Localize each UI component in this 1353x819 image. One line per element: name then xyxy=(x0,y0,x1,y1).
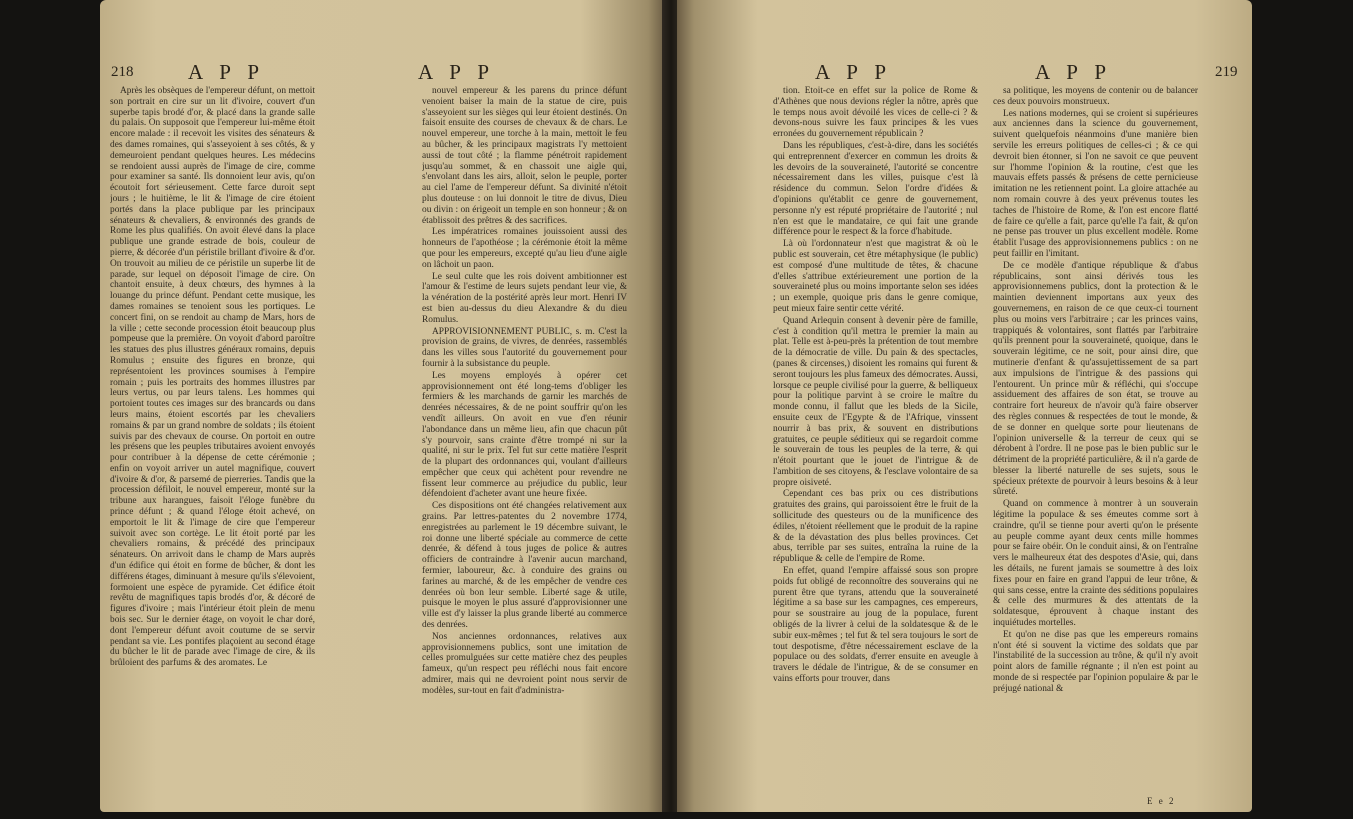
paragraph: nouvel empereur & les parens du prince défunt venoient baiser la main de la statue de cire, puis s'asseyoient sur les sièges qui leur étoient destinés. On faisoit ensuite des courses de chevaux & de chars. Le nouvel empereur, une torche à la main, mettoit le feu au bûcher, & les principaux magistrats l'y mettoient aussi de tout côté ; la flamme pénétroit rapidement jusqu'au sommet, & en chassoit une aigle qui, s'envolant dans les airs, alloit, selon le peuple, porter au ciel l'ame de l'empereur défunt. Sa divinité n'étoit plus douteuse : on lui donnoit le titre de divus, Dieu ou divin : on érigeoit un temple en son honneur ; & on établissoit des prêtres & des sacrifices. xyxy=(422,86,627,226)
left-page xyxy=(100,0,665,812)
paragraph: Ces dispositions ont été changées relativement aux grains. Par lettres-patentes du 2 novembre 1774, enregistrées au parlement le 19 décembre suivant, le roi donne une liberté spéciale au commerce de cette denrée, & défend à tous juges de police & autres officiers de contraindre à l'avenir aucun marchand, fermier, laboureur, &c. à conduire des grains ou farines au marché, & de les empêcher de vendre ces denrées où bon leur semble. Liberté sage & utile, puisque le moyen le plus assuré d'approvisionner une ville est d'y laisser la plus grande liberté au commerce des denrées. xyxy=(422,501,627,631)
paragraph: Le seul culte que les rois doivent ambitionner est l'amour & l'estime de leurs sujets pendant leur vie, & la vénération de la postérité après leur mort. Henri IV est bien au-dessus du dieu Alexandre & du dieu Romulus. xyxy=(422,271,627,325)
left-column-1 xyxy=(110,86,315,801)
paragraph: APPROVISIONNEMENT PUBLIC, s. m. C'est la provision de grains, de vivres, de denrées, rassemblés dans les villes sous l'autorité du gouvernement pour fournir à la subsistance du peuple. xyxy=(422,326,627,369)
right-running-head-2: A P P xyxy=(1035,60,1113,84)
page-signature: E e 2 xyxy=(1147,796,1176,806)
paragraph: Les impératrices romaines jouissoient aussi des honneurs de l'apothéose ; la cérémonie étoit la même que pour les empereurs, excepté qu'au lieu d'une aigle on lâchoit un paon. xyxy=(422,227,627,270)
left-running-head-2: A P P xyxy=(418,60,496,84)
paragraph: Cependant ces bas prix ou ces distributions gratuites des grains, qui paroissoient être le fruit de la sollicitude des questeurs ou de la munificence des édiles, n'étoient réellement que le produit de la rapine & de la dévastation des plus belles provinces. Cet abus, terrible par ses suites, entraîna la ruine de la république & celle de l'empire de Rome. xyxy=(773,489,978,565)
paragraph: Dans les républiques, c'est-à-dire, dans les sociétés qui entreprennent d'exercer en commun les droits & les devoirs de la souveraineté, l'autorité se concentre nécessairement dans les villes, puisque c'est là résidence du commun. Selon l'ordre d'idées & d'opinions qu'établit ce genre de gouvernement, personne n'y est réputé propriétaire de l'autorité ; nul n'en est que le mandataire, ce qui fait une grande différence pour le respect & la force d'habitude. xyxy=(773,140,978,238)
paragraph: Là où l'ordonnateur n'est que magistrat & où le public est souverain, cet être métaphysique (le public) est composé d'une multitude de têtes, & chacune d'elles s'attribue extérieurement une portion de la souveraineté plus ou moins importante selon ses idées ; un exemple, quoique pris dans le genre comique, peut mieux faire sentir cette vérité. xyxy=(773,239,978,314)
left-page-number: 218 xyxy=(111,64,134,80)
paragraph: Les nations modernes, qui se croient si supérieures aux anciennes dans la science du gouvernement, suivent quelquefois néanmoins d'une manière bien servile les erreurs politiques de celles-ci ; & ce qui devroit bien étonner, si l'on ne savoit ce que peuvent sur l'homme l'opinion & la routine, c'est que les mauvais effets passés & présens de cette pernicieuse imitation ne les retiennent point. La gloire attachée au nom romain couvre à des yeux prévenus toutes les taches de l'histoire de Rome, & l'on est encore flatté de faire ce qu'elle a fait, parce qu'elle l'a fait, & qu'on ne pense pas trouver un plus excellent modèle. Rome établit l'usage des approvisionnemens publics : on ne peut faillir en l'imitant. xyxy=(993,108,1198,259)
paragraph: Quand on commence à montrer à un souverain légitime la populace & ses émeutes comme sort à craindre, qu'il se tienne pour averti qu'on le présente au peuple comme ayant deux cents mille hommes pour se faire obéir. On le conduit ainsi, & on l'entraîne vers le malheureux état des despotes d'Asie, qui, dans les détails, ne furent jamais se soumettre à des loix fixes pour en faire en grand l'appui de leur trône, & qui sans cesse, entre la crainte des séditions populaires & celle des murmures & des attentats de la soldatesque, éprouvent à chaque instant des inquiétudes mortelles. xyxy=(993,499,1198,629)
right-page xyxy=(677,0,1252,812)
paragraph: De ce modèle d'antique république & d'abus républicains, sont ainsi dérivés tous les approvisionnemens publics, dont la protection & le maintien deviennent importans aux yeux des gouvernemens, en raison de ce que ceux-ci tournent plus ou moins vers l'arbitraire ; car les princes vains, trappiqués & volontaires, sont flattés par l'arbitraire qu'ils prennent pour la souveraineté, quoique, dans le souverain légitime, ce ne soit, pour ainsi dire, que mutinerie d'enfant & qu'assujettissement de sa part aux impulsions de l'intrigue & des passions qui l'entourent. Un prince mûr & réfléchi, qui s'occupe assiduement des affaires de son état, se trouve au contraire fort heureux de n'avoir qu'à faire observer des règles connues & respectées de tout le monde, & de se donner en quelque sorte pour lieutenans de l'opinion universelle & la terreur de ceux qui se dérobent à l'ordre. Il ne pose pas le bien public sur le détriment de la propriété particulière, & il n'a garde de blesser la liberté naturelle de ses sujets, sous le spécieux prétexte de pourvoir à leurs besoins & à leur sûreté. xyxy=(993,260,1198,498)
paragraph: Et qu'on ne dise pas que les empereurs romains n'ont été si souvent la victime des soldats que par l'instabilité de la succession au trône, & qu'il n'y avoit point alors de famille régnante ; il n'en est point au monde de si respectée par l'opinion populaire & par le préjugé national & xyxy=(993,629,1198,694)
paragraph: Quand Arlequin consent à devenir père de famille, c'est à condition qu'il mettra le premier la main au plat. Telle est à-peu-près la prétention de tout membre de la démocratie de ville. Du pain & des spectacles, (panes & circenses,) disoient les romains qui furent & seront toujours les plus fameux des démocrates. Aussi, lorsque ce peuple civilisé pour la guerre, & belliqueux pour la politique parvint à se croire le maître du monde connu, il fallut que les bleds de la Sicile, ensuite ceux de l'Egypte & de l'Afrique, vinssent nourrir à bas prix, & souvent en distributions gratuites, ce peuple séditieux qui se regardoit comme le souverain de tous les peuples de la terre, & qui n'étoit pourtant que le jouet de l'intrigue & de l'ambition de ses citoyens, & l'esclave volontaire de sa propre oisiveté. xyxy=(773,315,978,488)
right-page-number: 219 xyxy=(1215,64,1238,80)
right-column-1 xyxy=(773,86,978,801)
paragraph: sa politique, les moyens de contenir ou de balancer ces deux pouvoirs monstrueux. xyxy=(993,86,1198,107)
right-running-head-1: A P P xyxy=(815,60,893,84)
paragraph: Les moyens employés à opérer cet approvisionnement ont été long-tems d'obliger les fermiers & les marchands de garnir les marchés de denrées nécessaires, & de ne point souffrir qu'on les vendît ailleurs. On avoit en vue d'en réunir l'abondance dans un même lieu, afin que chacun pût s'y pourvoir, sans crainte d'être trompé ni sur la qualité, ni sur le prix. Tel fut sur cette matière l'esprit de la plupart des ordonnances qui, voulant d'ailleurs empêcher que ceux qui achètent pour revendre ne fissent leur commerce au préjudice du public, leur défendoient d'acheter avant une heure fixée. xyxy=(422,370,627,500)
paragraph: Après les obsèques de l'empereur défunt, on mettoit son portrait en cire sur un lit d'ivoire, couvert d'un superbe tapis brodé d'or, & placé dans la grande salle du palais. On supposoit que l'empereur lui-même étoit encore malade : il recevoit les visites des sénateurs & des dames romaines, qui s'asseyoient à ses côtés, & y demeuroient pendant quelques heures. Les médecins se rendoient aussi auprès de l'image de cire, comme pour examiner sa santé. Ils donnoient leur avis, qu'on écoutoit fort sérieusement. Cette farce duroit sept jours ; le huitième, le lit & l'image de cire étoient portés dans la place publique par les principaux sénateurs & chevaliers, & environnés des grands de Rome les plus qualifiés. On avoit élevé dans la place publique une grande estrade de bois, couleur de pierre, & décorée d'un péristile brillant d'ivoire & d'or. On trouvoit au milieu de ce péristile un superbe lit de parade, sur lequel on déposoit l'image de cire. On chantoit ensuite, à deux chœurs, des hymnes à la louange du prince défunt. Pendant cette musique, les dames romaines se tenoient sous les portiques. Le concert fini, on se rendoit au champ de Mars, hors de la ville ; cette seconde procession étoit beaucoup plus pompeuse que la première. On voyoit d'abord paroître les statues des plus illustres généraux romains, depuis Romulus ; ensuite des figures en bronze, qui représentoient les provinces soumises à l'empire romain ; puis les portraits des hommes illustres par leurs vertus, ou par leurs talens. Les hommes qui portoient toutes ces images sur des brancards ou dans leurs mains, étoient escortés par les chevaliers romains & par un grand nombre de soldats ; ils étoient suivis par des chevaux de course. On portoit en outre les présens que les peuples tributaires avoient envoyés pour contribuer à la dépense de cette cérémonie ; enfin on voyoit arriver un autel magnifique, couvert d'ivoire & d'or, & parsemé de pierreries. Tandis que la procession défiloit, le nouvel empereur, monté sur la tribune aux harangues, faisoit l'éloge funèbre du prince défunt ; & quand l'éloge étoit achevé, on emportoit le lit & l'image de cire que l'empereur suivoit avec son cortège. Le lit étoit porté par les chevaliers romains, & précédé des principaux sénateurs. On arrivoit dans le champ de Mars auprès d'un édifice qui étoit en forme de bûcher, & dont les différens étages, diminuant à mesure qu'ils s'élevoient, formoient une espèce de pyramide. Cet édifice étoit revêtu de magnifiques tapis brodés d'or, & décoré de figures d'ivoire ; mais l'intérieur étoit plein de menu bois sec. Sur le dernier étage, on voyoit le char doré, dont l'empereur défunt avoit coutume de se servir pendant sa vie. Les pontifes plaçoient au second étage du bûcher le lit de parade avec l'image de cire, & ils brûloient des parfums & des aromates. Le xyxy=(110,86,315,669)
left-running-head-1: A P P xyxy=(188,60,266,84)
right-column-2 xyxy=(993,86,1198,801)
paragraph: tion. Etoit-ce en effet sur la police de Rome & d'Athènes que nous devions régler la nôtre, après que le temps nous avoit dévoilé les vices de celle-ci ? & devons-nous suivre les faux principes & les vues erronées du gouvernement républicain ? xyxy=(773,86,978,140)
paragraph: Nos anciennes ordonnances, relatives aux approvisionnemens publics, sont une imitation de celles promulguées sur cette matière chez des peuples fameux, qu'un respect peu réfléchi nous fait encore admirer, mais qui ne devroient point nous servir de modèles, sur-tout en fait d'administra- xyxy=(422,631,627,696)
left-column-2 xyxy=(422,86,627,801)
paragraph: En effet, quand l'empire affaissé sous son propre poids fut obligé de reconnoître des souverains qui ne purent être que tyrans, attendu que la souveraineté légitime a sa base sur les campagnes, ces empereurs, pour se soustraire au joug de la populace, furent obligés de la livrer à celui de la soldatesque & de le subir eux-mêmes ; tel fut & tel sera toujours le sort de tout despotisme, d'être nécessairement esclave de la populace ou des soldats, d'errer ensuite en aveugle à travers le dédale de l'intrigue, & de se consumer en vains efforts pour trouver, dans xyxy=(773,566,978,685)
